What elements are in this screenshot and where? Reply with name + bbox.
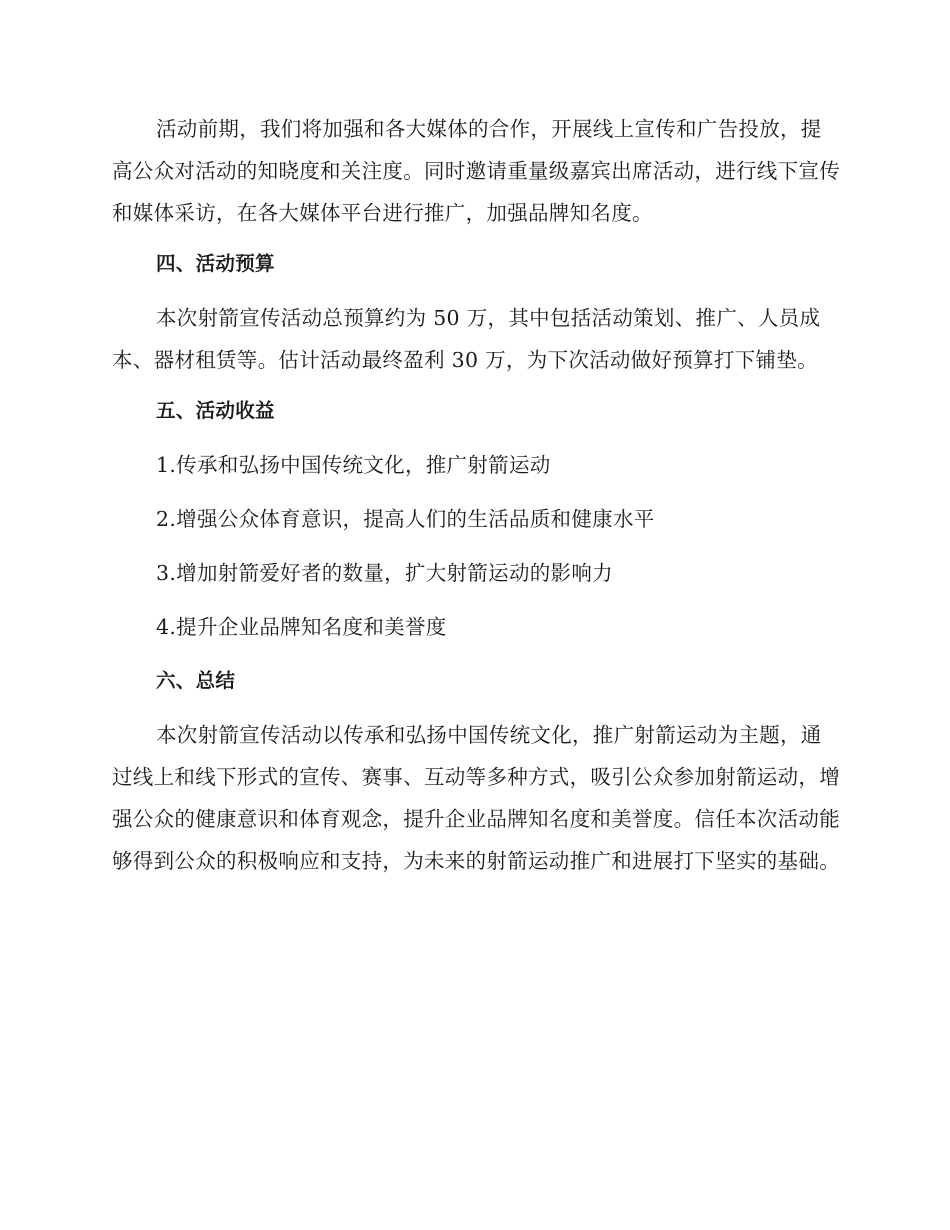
- paragraph-summary: 本次射箭宣传活动以传承和弘扬中国传统文化，推广射箭运动为主题，通过线上和线下形式的宣传、赛事、互动等多种方式，吸引公众参加射箭运动，增强公众的健康意识和体育观念，提升企业品牌知名度和美誉度。信任本次活动能够得到公众的积极响应和支持，为未来的射箭运动推广和进展打下坚实的基础。: [112, 723, 840, 873]
- document-body: [112, 108, 840, 891]
- section-heading-budget: 四、活动预算: [156, 252, 275, 275]
- benefit-item-3: 3.增加射箭爱好者的数量，扩大射箭运动的影响力: [156, 561, 613, 585]
- benefit-item-2: 2.增强公众体育意识，提高人们的生活品质和健康水平: [156, 507, 655, 531]
- benefit-item-4: 4.提升企业品牌知名度和美誉度: [156, 615, 447, 639]
- paragraph-promotion: 活动前期，我们将加强和各大媒体的合作，开展线上宣传和广告投放，提高公众对活动的知晓度和关注度。同时邀请重量级嘉宾出席活动，进行线下宣传和媒体采访，在各大媒体平台进行推广，加强品牌知名度。: [112, 117, 840, 225]
- paragraph-budget: 本次射箭宣传活动总预算约为 50 万，其中包括活动策划、推广、人员成本、器材租赁等。估计活动最终盈利 30 万，为下次活动做好预算打下铺垫。: [112, 306, 821, 372]
- section-heading-summary: 六、总结: [156, 669, 236, 692]
- benefit-item-1: 1.传承和弘扬中国传统文化，推广射箭运动: [156, 453, 551, 477]
- section-heading-benefits: 五、活动收益: [156, 399, 275, 422]
